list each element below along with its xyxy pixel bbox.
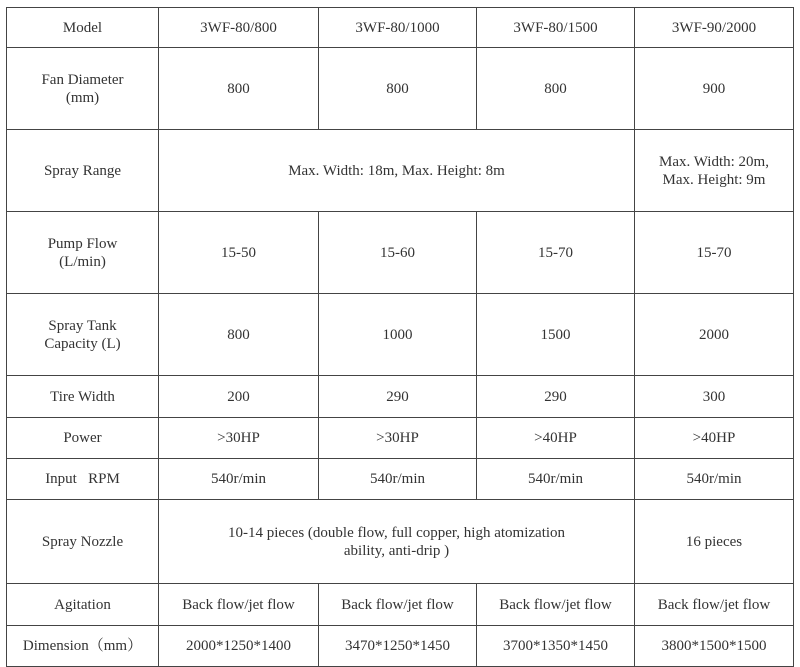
row-label-spray-nozzle: Spray Nozzle (7, 500, 159, 584)
row-label-dimension: Dimension（mm） (7, 626, 159, 667)
spray-range-value-4 (635, 130, 794, 212)
label-line-2: (L/min) (59, 253, 106, 270)
power-value-4: >40HP (635, 418, 794, 459)
label-line-1: Spray Tank (48, 317, 117, 334)
fan-diameter-value-3: 800 (477, 48, 635, 130)
value-line-1: Max. Width: 20m, (659, 153, 769, 170)
agitation-value-2: Back flow/jet flow (319, 584, 477, 626)
specification-table (6, 7, 794, 667)
value-line-1: 10-14 pieces (double flow, full copper, high atomization (227, 524, 566, 541)
row-label-spray-range: Spray Range (7, 130, 159, 212)
table-row-spray-nozzle (7, 500, 794, 584)
tire-width-value-3: 290 (477, 376, 635, 418)
agitation-value-3: Back flow/jet flow (477, 584, 635, 626)
tire-width-value-1: 200 (159, 376, 319, 418)
tire-width-value-4: 300 (635, 376, 794, 418)
value-line-2: ability, anti-drip ) (343, 542, 450, 559)
header-model-1: 3WF-80/800 (159, 8, 319, 48)
row-label-spray-tank (7, 294, 159, 376)
spray-tank-value-4: 2000 (635, 294, 794, 376)
input-rpm-value-3: 540r/min (477, 459, 635, 500)
header-model-4: 3WF-90/2000 (635, 8, 794, 48)
fan-diameter-value-2: 800 (319, 48, 477, 130)
table-row-agitation (7, 584, 794, 626)
input-rpm-value-1: 540r/min (159, 459, 319, 500)
table-row-pump-flow (7, 212, 794, 294)
label-line-2: (mm) (65, 89, 100, 106)
spray-tank-value-1: 800 (159, 294, 319, 376)
row-label-fan-diameter (7, 48, 159, 130)
fan-diameter-value-4: 900 (635, 48, 794, 130)
row-label-tire-width: Tire Width (7, 376, 159, 418)
table-row-spray-tank (7, 294, 794, 376)
label-line-1: Pump Flow (47, 235, 118, 252)
header-model-2: 3WF-80/1000 (319, 8, 477, 48)
pump-flow-value-4: 15-70 (635, 212, 794, 294)
spray-tank-value-3: 1500 (477, 294, 635, 376)
spray-tank-value-2: 1000 (319, 294, 477, 376)
power-value-2: >30HP (319, 418, 477, 459)
table-row-model (7, 8, 794, 48)
spray-nozzle-merged-value (159, 500, 635, 584)
row-label-power: Power (7, 418, 159, 459)
pump-flow-value-1: 15-50 (159, 212, 319, 294)
table-row-input-rpm (7, 459, 794, 500)
table-row-fan-diameter (7, 48, 794, 130)
spray-range-merged-value: Max. Width: 18m, Max. Height: 8m (159, 130, 635, 212)
dimension-value-3: 3700*1350*1450 (477, 626, 635, 667)
header-model-3: 3WF-80/1500 (477, 8, 635, 48)
dimension-value-4: 3800*1500*1500 (635, 626, 794, 667)
row-label-pump-flow (7, 212, 159, 294)
row-label-agitation: Agitation (7, 584, 159, 626)
spray-nozzle-value-4: 16 pieces (635, 500, 794, 584)
dimension-value-1: 2000*1250*1400 (159, 626, 319, 667)
label-line-1: Fan Diameter (41, 71, 124, 88)
agitation-value-4: Back flow/jet flow (635, 584, 794, 626)
dimension-value-2: 3470*1250*1450 (319, 626, 477, 667)
agitation-value-1: Back flow/jet flow (159, 584, 319, 626)
row-label-input-rpm: Input RPM (7, 459, 159, 500)
table-row-dimension (7, 626, 794, 667)
tire-width-value-2: 290 (319, 376, 477, 418)
power-value-3: >40HP (477, 418, 635, 459)
pump-flow-value-2: 15-60 (319, 212, 477, 294)
label-line-2: Capacity (L) (44, 335, 121, 352)
input-rpm-value-4: 540r/min (635, 459, 794, 500)
table-row-power (7, 418, 794, 459)
table-row-tire-width (7, 376, 794, 418)
power-value-1: >30HP (159, 418, 319, 459)
value-line-2: Max. Height: 9m (662, 171, 766, 188)
table-row-spray-range (7, 130, 794, 212)
pump-flow-value-3: 15-70 (477, 212, 635, 294)
row-label-model: Model (7, 8, 159, 48)
fan-diameter-value-1: 800 (159, 48, 319, 130)
input-rpm-value-2: 540r/min (319, 459, 477, 500)
